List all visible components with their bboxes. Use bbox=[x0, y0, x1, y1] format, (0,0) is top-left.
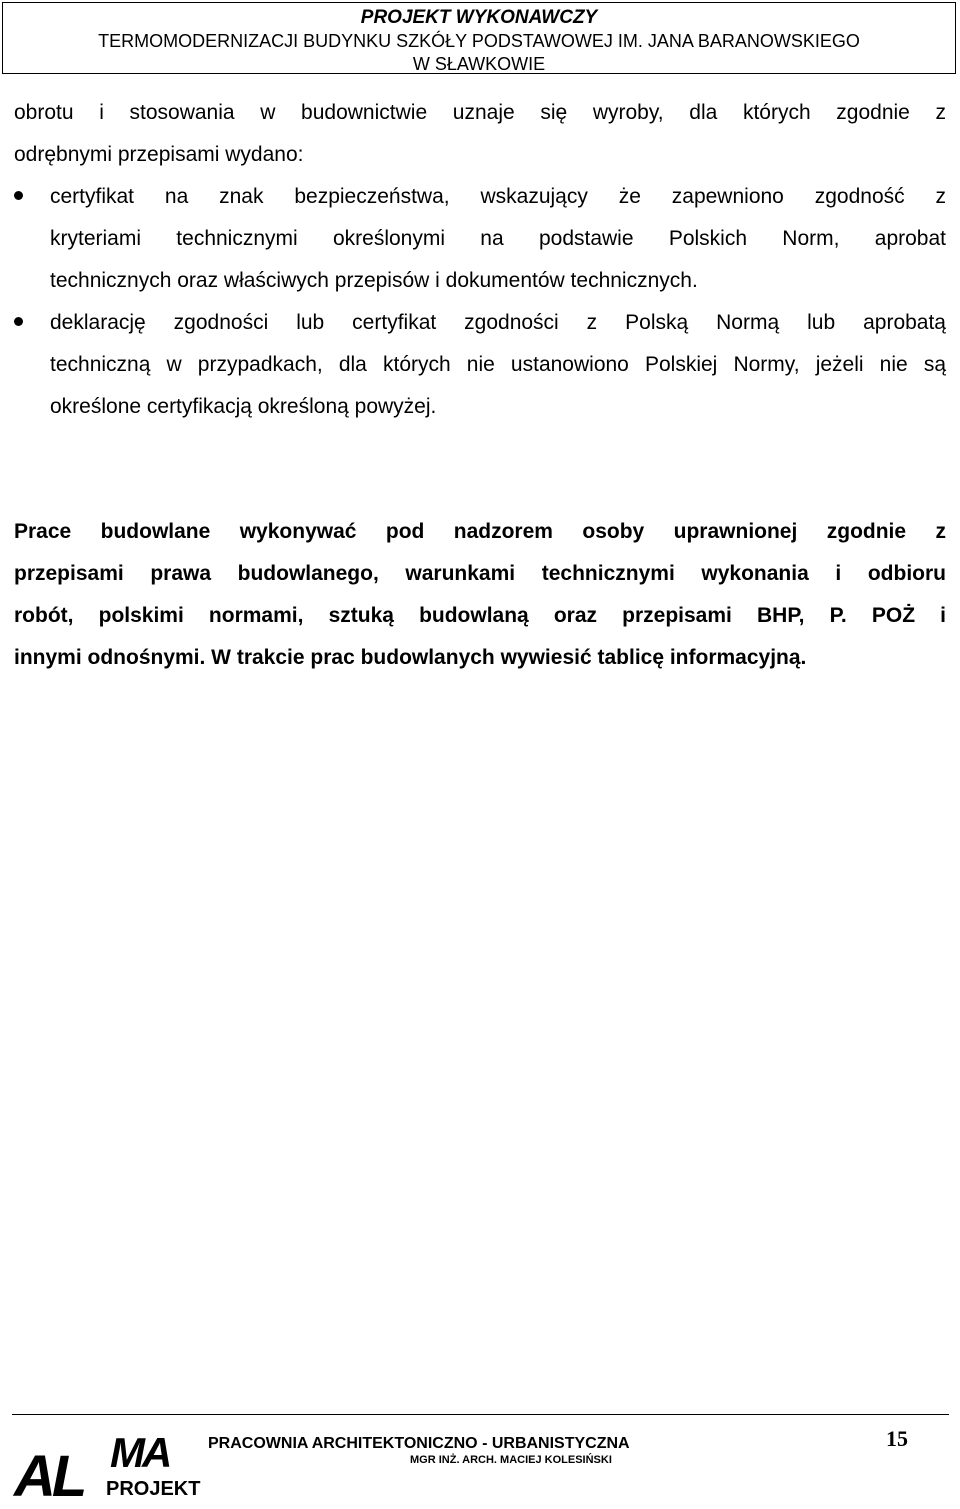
page-number: 15 bbox=[886, 1426, 908, 1451]
construction-requirements-paragraph bbox=[14, 510, 946, 678]
bullet-icon bbox=[14, 317, 23, 326]
list-item-line: deklarację zgodności lub certyfikat zgodności z Polską Normą lub aprobatą bbox=[50, 311, 946, 334]
header-project-title: TERMOMODERNIZACJI BUDYNKU SZKÓŁY PODSTAWOWEJ IM. JANA BARANOWSKIEGO bbox=[98, 31, 860, 51]
bold-line: innymi odnośnymi. W trakcie prac budowlanych wywiesić tablicę informacyjną. bbox=[14, 646, 807, 669]
list-item-line: certyfikat na znak bezpieczeństwa, wskazujący że zapewniono zgodność z bbox=[50, 185, 946, 208]
header-project-type: PROJEKT WYKONAWCZY bbox=[360, 7, 598, 28]
bold-line: przepisami prawa budowlanego, warunkami technicznymi wykonania i odbioru bbox=[14, 562, 946, 585]
logo-projekt-text: PROJEKT bbox=[106, 1478, 201, 1500]
footer-divider bbox=[12, 1414, 949, 1415]
bold-line: robót, polskimi normami, sztuką budowlaną oraz przepisami BHP, P. POŻ i bbox=[14, 604, 946, 627]
bold-line: Prace budowlane wykonywać pod nadzorem osoby uprawnionej zgodnie z bbox=[14, 520, 946, 543]
list-item bbox=[14, 302, 946, 428]
intro-line: obrotu i stosowania w budownictwie uznaje się wyroby, dla których zgodnie z bbox=[14, 101, 946, 124]
header-project-location: W SŁAWKOWIE bbox=[412, 54, 546, 74]
list-item bbox=[14, 176, 946, 302]
list-item-line: techniczną w przypadkach, dla których nie ustanowiono Polskiej Normy, jeżeli nie są bbox=[50, 353, 946, 376]
list-item-line: technicznych oraz właściwych przepisów i dokumentów technicznych. bbox=[50, 269, 698, 292]
logo-ma-text: MA bbox=[110, 1429, 170, 1476]
list-item-line: określone certyfikacją określoną powyżej. bbox=[50, 395, 437, 418]
company-logo bbox=[10, 1429, 210, 1509]
bullet-icon bbox=[14, 191, 23, 200]
studio-name: PRACOWNIA ARCHITEKTONICZNO - URBANISTYCZNA bbox=[208, 1435, 630, 1452]
intro-line: odrębnymi przepisami wydano: bbox=[14, 143, 304, 166]
requirements-list bbox=[14, 176, 946, 428]
logo-al-text: AL bbox=[14, 1444, 84, 1509]
intro-paragraph bbox=[14, 92, 946, 176]
list-item-line: kryteriami technicznymi określonymi na podstawie Polskich Norm, aprobat bbox=[50, 227, 946, 250]
page-header bbox=[2, 2, 956, 74]
author-name: MGR INŻ. ARCH. MACIEJ KOLESIŃSKI bbox=[410, 1454, 612, 1466]
